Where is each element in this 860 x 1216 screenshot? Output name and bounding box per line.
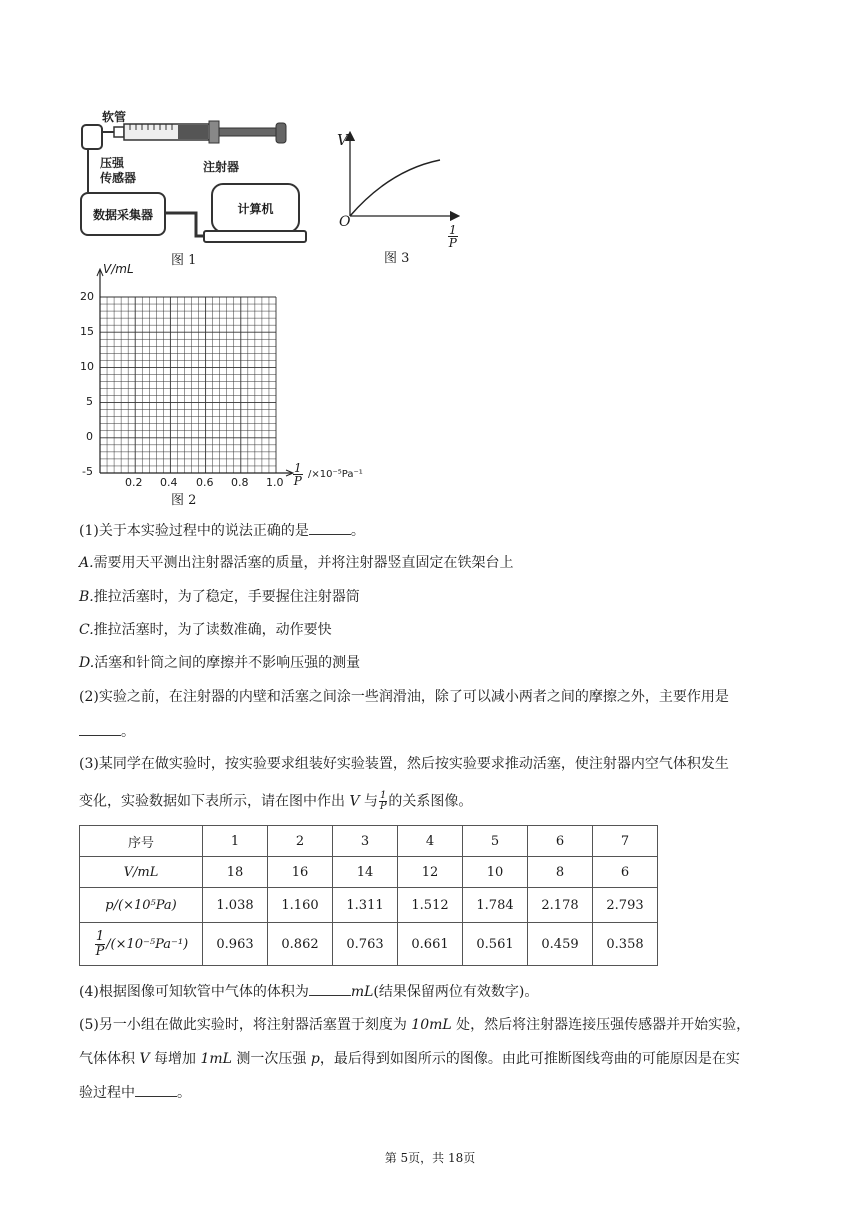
computer-box — [211, 183, 300, 233]
x-tick-0.2: 0.2 — [125, 476, 143, 489]
table-cell: 0.963 — [203, 923, 268, 966]
question-2-blank[interactable] — [79, 721, 121, 736]
table-cell: 1.784 — [463, 888, 528, 923]
table-cell: 10 — [463, 857, 528, 888]
question-1-text: (1)关于本实验过程中的说法正确的是 — [79, 523, 309, 539]
table-cell: 7 — [593, 826, 658, 857]
question-3-line2 — [79, 791, 472, 812]
question-3-frac-den: P — [379, 801, 387, 812]
table-cell: 4 — [398, 826, 463, 857]
y-tick-minus5: -5 — [82, 465, 93, 478]
option-a-text: 需要用天平测出注射器活塞的质量，并将注射器竖直固定在铁架台上 — [93, 555, 514, 571]
table-row — [80, 857, 658, 888]
figure-1-caption: 图 1 — [171, 253, 197, 268]
x-tick-0.6: 0.6 — [196, 476, 214, 489]
table-cell: 2 — [268, 826, 333, 857]
data-collector-box — [80, 192, 166, 236]
question-4-blank[interactable] — [309, 981, 351, 996]
figure-3-caption: 图 3 — [384, 251, 410, 266]
figure-3-y-axis: V — [337, 131, 348, 149]
question-3-frac — [379, 791, 387, 812]
figure-2-caption: 图 2 — [171, 493, 197, 508]
figure-2-x-axis-unit: /×10⁻⁵Pa⁻¹ — [308, 469, 363, 480]
question-5-end: 。 — [177, 1085, 191, 1101]
table-cell: 0.661 — [398, 923, 463, 966]
question-2-line2 — [79, 721, 135, 742]
question-5-text-d: 每增加 — [154, 1051, 197, 1067]
figure-2-y-axis-text: V/mL — [103, 262, 134, 276]
table-cell: 1.160 — [268, 888, 333, 923]
table-cell: 1.311 — [333, 888, 398, 923]
question-5-text-e: 测一次压强 — [236, 1051, 307, 1067]
question-1-stem — [79, 520, 365, 541]
y-tick-5: 5 — [86, 395, 93, 408]
y-tick-0: 0 — [86, 430, 93, 443]
figure-2-x-num: 1 — [294, 461, 302, 475]
question-5-var-p: p — [310, 1051, 320, 1067]
figure-3-x-den: P — [448, 236, 457, 250]
table-cell: 0.561 — [463, 923, 528, 966]
option-b[interactable] — [79, 587, 360, 607]
option-b-text: 推拉活塞时，为了稳定，手要握住注射器筒 — [93, 589, 360, 605]
figure-2-x-axis-frac — [293, 462, 303, 487]
table-cell: 0.862 — [268, 923, 333, 966]
option-c-text: 推拉活塞时，为了读数准确，动作要快 — [93, 622, 332, 638]
figure-3-origin: O — [339, 214, 351, 230]
option-b-letter: B. — [79, 589, 94, 605]
question-3-var-v: V — [349, 793, 360, 810]
question-5-text-c: 气体体积 — [79, 1051, 135, 1067]
table-cell: 5 — [463, 826, 528, 857]
table-cell: 3 — [333, 826, 398, 857]
question-5-blank[interactable] — [135, 1082, 177, 1097]
x-tick-1.0: 1.0 — [266, 476, 284, 489]
option-c[interactable] — [79, 620, 332, 640]
question-2-line1: (2)实验之前，在注射器的内壁和活塞之间涂一些润滑油，除了可以减小两者之间的摩擦之外，主要作用是 — [79, 689, 729, 705]
question-5-var-v: V — [139, 1051, 150, 1067]
question-4-text-b: (结果保留两位有效数字)。 — [373, 984, 539, 1000]
table-inv-den: P — [95, 943, 105, 959]
sensor-label — [100, 156, 136, 186]
question-5-text-b: 处，然后将注射器连接压强传感器并开始实验， — [456, 1017, 751, 1033]
table-cell: 1.512 — [398, 888, 463, 923]
x-tick-0.4: 0.4 — [160, 476, 178, 489]
page-footer: 第 5页，共 18页 — [384, 1151, 476, 1165]
option-d-letter: D. — [79, 655, 95, 671]
option-a[interactable] — [79, 553, 514, 573]
syringe-label: 注射器 — [203, 160, 240, 174]
table-cell: 16 — [268, 857, 333, 888]
question-5-text-a: (5)另一小组在做此实验时，将注射器活塞置于刻度为 — [79, 1017, 407, 1033]
question-3-line1: (3)某同学在做实验时，按实验要求组装好实验装置，然后按实验要求推动活塞，使注射器内空气体积发生 — [79, 756, 729, 772]
figure-3-x-axis — [448, 224, 458, 249]
option-c-letter: C. — [79, 622, 94, 638]
data-table — [79, 825, 658, 966]
sensor-label-line1: 压强 — [100, 156, 125, 170]
question-4-text: (4)根据图像可知软管中气体的体积为 — [79, 984, 309, 1000]
table-inv-num: 1 — [95, 928, 105, 944]
question-3-text-b: 与 — [364, 793, 379, 810]
table-cell: 18 — [203, 857, 268, 888]
computer-base — [203, 230, 307, 243]
table-cell: 0.459 — [528, 923, 593, 966]
question-1-end: 。 — [350, 523, 365, 539]
table-cell: 8 — [528, 857, 593, 888]
table-cell: 12 — [398, 857, 463, 888]
sensor-label-line2: 传感器 — [100, 171, 137, 185]
question-5-val-1ml: 1mL — [200, 1051, 232, 1067]
question-1-blank[interactable] — [309, 520, 351, 535]
table-row — [80, 888, 658, 923]
question-3-text-c: 的关系图像。 — [388, 793, 473, 810]
question-3-text-a: 变化，实验数据如下表所示，请在图中作出 — [79, 793, 345, 810]
question-5-line3 — [79, 1082, 191, 1103]
question-3-frac-num: 1 — [380, 790, 387, 801]
figure-2-x-den: P — [293, 474, 302, 488]
figure-2-grid — [96, 268, 296, 486]
y-tick-20: 20 — [80, 290, 94, 303]
table-cell: 6 — [528, 826, 593, 857]
table-cell: 0.358 — [593, 923, 658, 966]
table-row-label-p: p/(×10⁵Pa) — [80, 888, 203, 923]
table-inv-frac — [95, 930, 105, 959]
table-cell: 6 — [593, 857, 658, 888]
table-row-label-v: V/mL — [80, 857, 203, 888]
option-a-letter: A. — [79, 555, 94, 571]
computer-label: 计算机 — [237, 201, 274, 216]
data-collector-label: 数据采集器 — [92, 207, 153, 222]
question-2-end: 。 — [121, 724, 135, 740]
question-5-line2 — [79, 1049, 740, 1069]
question-5-line1 — [79, 1015, 750, 1035]
table-cell: 2.178 — [528, 888, 593, 923]
option-d-text: 活塞和针筒之间的摩擦并不影响压强的测量 — [94, 655, 361, 671]
table-cell: 14 — [333, 857, 398, 888]
table-row — [80, 826, 658, 857]
question-5-text-f: ，最后得到如图所示的图像。由此可推断图线弯曲的可能原因是在实 — [319, 1051, 740, 1067]
table-cell: 0.763 — [333, 923, 398, 966]
hose-label: 软管 — [102, 110, 127, 124]
table-cell: 2.793 — [593, 888, 658, 923]
table-header-cell: 序号 — [80, 826, 203, 857]
y-tick-15: 15 — [80, 325, 94, 338]
table-cell: 1 — [203, 826, 268, 857]
table-row — [80, 923, 658, 966]
table-inv-unit: /(×10⁻⁵Pa⁻¹) — [106, 936, 189, 952]
question-5-text-g: 验过程中 — [79, 1085, 135, 1101]
y-tick-10: 10 — [80, 360, 94, 373]
figure-3-x-num: 1 — [449, 223, 457, 237]
option-d[interactable] — [79, 653, 360, 673]
table-row-label-inv-p — [80, 923, 203, 966]
question-5-val-10ml: 10mL — [411, 1017, 452, 1033]
question-4-unit: mL — [350, 984, 374, 1000]
table-cell: 1.038 — [203, 888, 268, 923]
question-4 — [79, 981, 538, 1002]
x-tick-0.8: 0.8 — [231, 476, 249, 489]
